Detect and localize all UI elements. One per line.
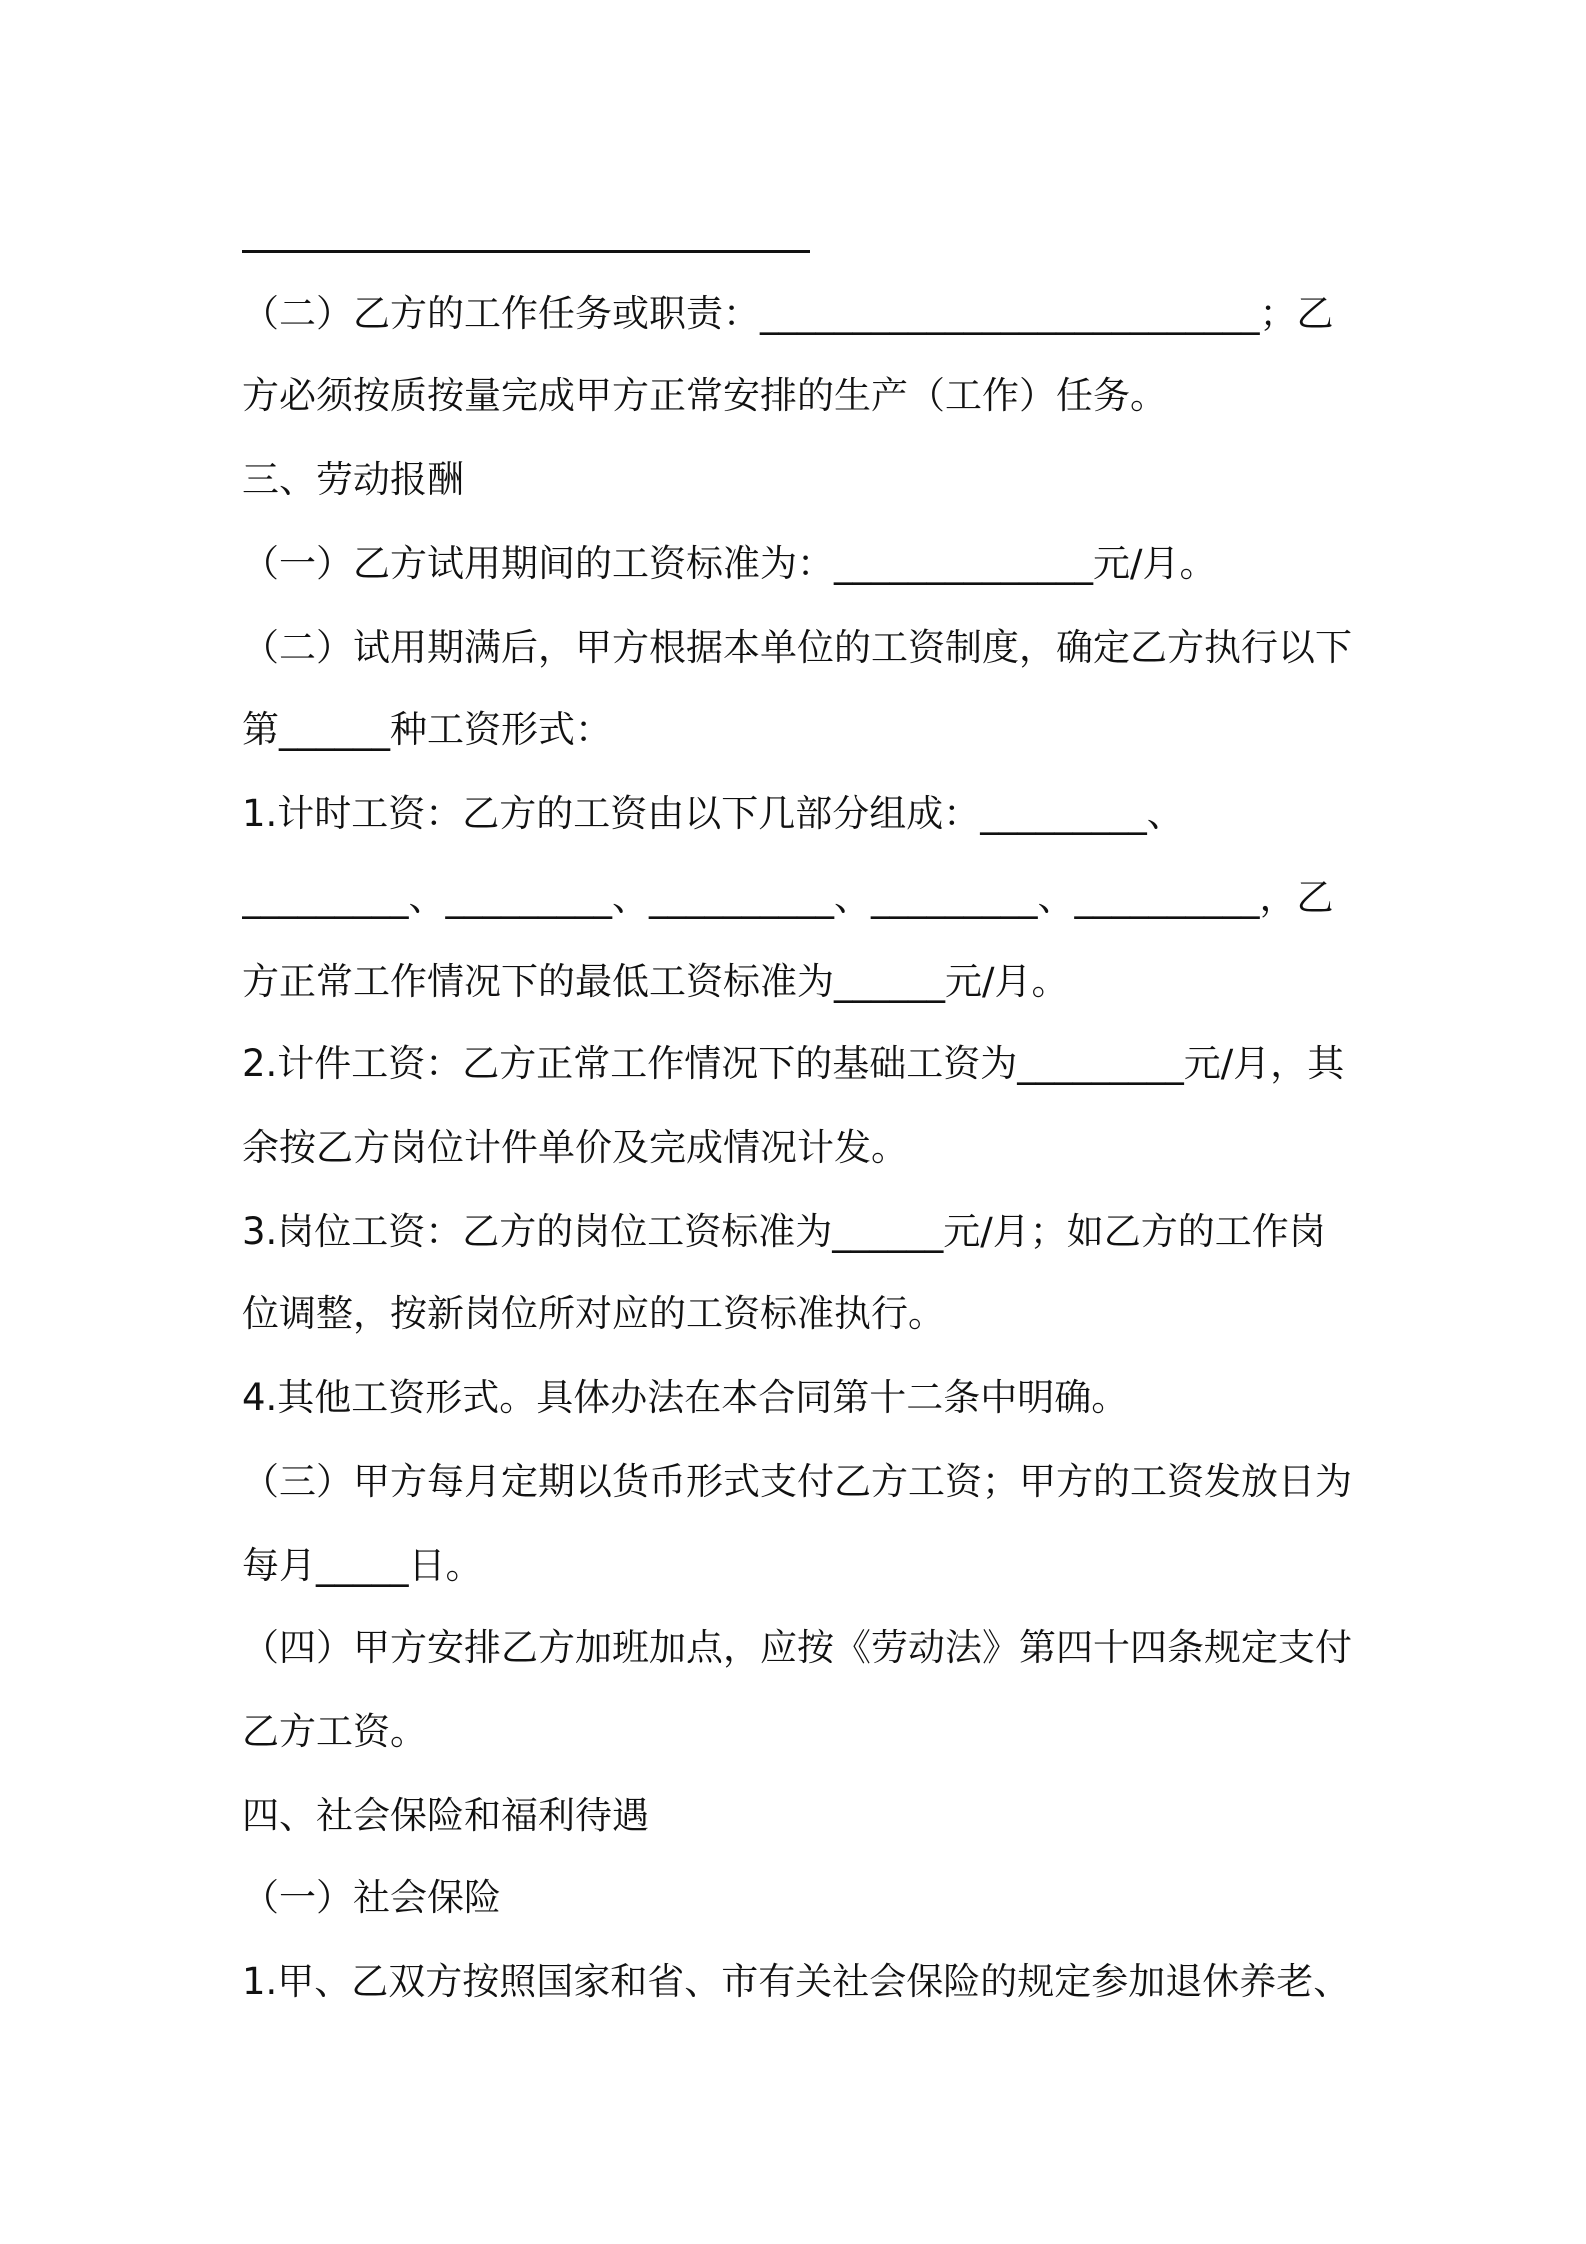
text-line: 第______种工资形式： — [242, 708, 612, 751]
text-line: （二）乙方的工作任务或职责：___________________________；乙 — [242, 292, 1334, 335]
text-line: 乙方工资。 — [242, 1710, 427, 1753]
text-line: 1.甲、乙双方按照国家和省、市有关社会保险的规定参加退休养老、 — [242, 1960, 1351, 2003]
text-line: 3.岗位工资：乙方的岗位工资标准为______元/月；如乙方的工作岗 — [242, 1210, 1326, 1253]
text-line: 方必须按质按量完成甲方正常安排的生产（工作）任务。 — [242, 374, 1167, 417]
text-line: （三）甲方每月定期以货币形式支付乙方工资；甲方的工资发放日为 — [242, 1460, 1352, 1503]
text-line: 2.计件工资：乙方正常工作情况下的基础工资为_________元/月，其 — [242, 1042, 1345, 1085]
text-line: 1.计时工资：乙方的工资由以下几部分组成：_________、 — [242, 792, 1184, 835]
text-line: 每月_____日。 — [242, 1544, 483, 1587]
text-line: （一）社会保险 — [242, 1876, 501, 1919]
text-line: （四）甲方安排乙方加班加点，应按《劳动法》第四十四条规定支付 — [242, 1626, 1352, 1669]
document-page — [242, 0, 1352, 2244]
section-heading: 三、劳动报酬 — [242, 458, 464, 501]
section-heading: 四、社会保险和福利待遇 — [242, 1794, 649, 1837]
text-line: （一）乙方试用期间的工资标准为：______________元/月。 — [242, 542, 1217, 585]
text-line: _________、_________、__________、_________、__________，乙 — [242, 876, 1334, 919]
text-line: 余按乙方岗位计件单价及完成情况计发。 — [242, 1126, 908, 1169]
text-line: （二）试用期满后，甲方根据本单位的工资制度，确定乙方执行以下 — [242, 626, 1352, 669]
text-line: 方正常工作情况下的最低工资标准为______元/月。 — [242, 960, 1069, 1003]
text-line: 位调整，按新岗位所对应的工资标准执行。 — [242, 1292, 945, 1335]
blank-fill-line — [242, 250, 810, 253]
text-line: 4.其他工资形式。具体办法在本合同第十二条中明确。 — [242, 1376, 1129, 1419]
